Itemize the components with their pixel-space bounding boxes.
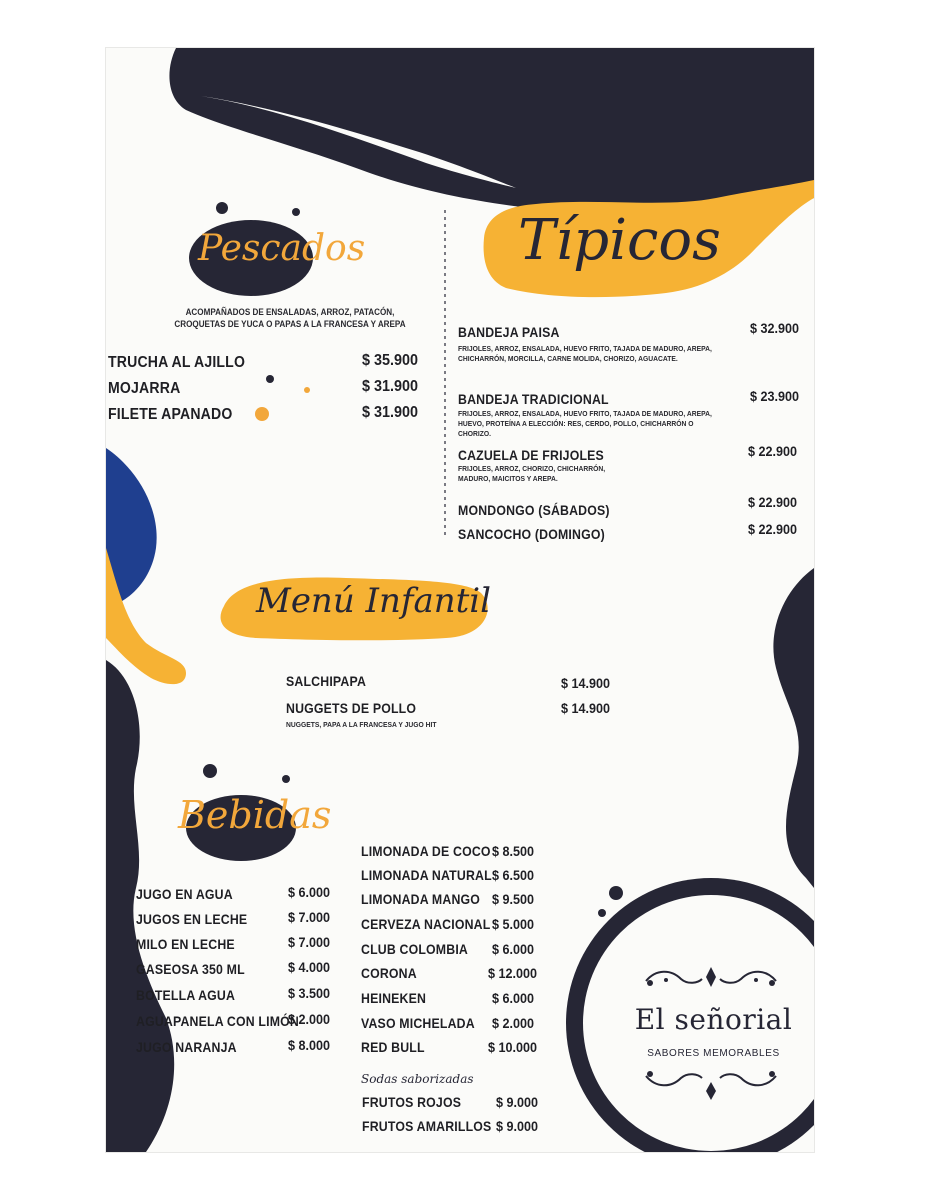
pescados-subtitle-line2: CROQUETAS DE YUCA O PAPAS A LA FRANCESA Y AREPA	[174, 319, 406, 329]
bebidas-item-price: $ 9.000	[496, 1094, 539, 1110]
bebidas-item-name: GASEOSA 350 ML	[136, 961, 245, 977]
bebidas-item-price: $ 4.000	[288, 959, 331, 975]
infantil-item-desc: NUGGETS, PAPA A LA FRANCESA Y JUGO HIT	[286, 720, 437, 729]
bebidas-item-name: BOTELLA AGUA	[136, 987, 236, 1003]
ornament-bottom-icon	[636, 1066, 786, 1102]
infantil-item-name: SALCHIPAPA	[286, 673, 367, 689]
bebidas-title: Bebidas	[178, 793, 332, 837]
tipicos-item-price: $ 32.900	[750, 320, 800, 336]
bebidas-item-price: $ 10.000	[488, 1039, 538, 1055]
bebidas-item-name: FRUTOS AMARILLOS	[362, 1118, 492, 1134]
pescados-item-name: FILETE APANADO	[108, 406, 233, 423]
bebidas-item-price: $ 3.500	[288, 985, 331, 1001]
tipicos-item-price: $ 22.900	[748, 521, 798, 537]
bebidas-item-price: $ 8.500	[492, 843, 535, 859]
tipicos-item-name: BANDEJA TRADICIONAL	[458, 391, 609, 407]
pescados-item-price: $ 31.900	[362, 404, 419, 421]
tipicos-item-desc: FRIJOLES, ARROZ, ENSALADA, HUEVO FRITO, TAJADA DE MADURO, AREPA, CHICHARRÓN, MORCILLA, CARNE MOLIDA, CHORIZO, AGUACATE.	[458, 344, 712, 363]
bebidas-item-price: $ 9.000	[496, 1118, 539, 1134]
tipicos-item-name: BANDEJA PAISA	[458, 324, 560, 340]
pescados-item-name: TRUCHA AL AJILLO	[108, 354, 246, 371]
bebidas-item-price: $ 2.000	[288, 1011, 331, 1027]
bebidas-item-name: LIMONADA NATURAL	[361, 867, 492, 883]
pescados-item-price: $ 31.900	[362, 378, 419, 395]
infantil-item-price: $ 14.900	[561, 675, 611, 691]
tipicos-item-price: $ 22.900	[748, 443, 798, 459]
bebidas-item-price: $ 12.000	[488, 965, 538, 981]
bebidas-item-name: LIMONADA MANGO	[361, 891, 481, 907]
tipicos-item-name: CAZUELA DE FRIJOLES	[458, 447, 604, 463]
brand-name: El señorial	[634, 1003, 793, 1036]
ornament-top-icon	[636, 963, 786, 993]
menu-page	[106, 48, 814, 1152]
bebidas-item-name: FRUTOS ROJOS	[362, 1094, 462, 1110]
bebidas-item-price: $ 9.500	[492, 891, 535, 907]
bebidas-item-price: $ 6.000	[288, 884, 331, 900]
pescados-subtitle	[146, 306, 434, 330]
bebidas-item-price: $ 8.000	[288, 1037, 331, 1053]
tipicos-title: Típicos	[518, 208, 721, 273]
top-wave-shape	[169, 48, 814, 216]
pescados-item-price: $ 35.900	[362, 352, 419, 369]
bebidas-item-name: HEINEKEN	[361, 990, 427, 1006]
bebidas-item-name: JUGOS EN LECHE	[136, 911, 248, 927]
tipicos-item-desc: FRIJOLES, ARROZ, CHORIZO, CHICHARRÓN, MADURO, MAICITOS Y AREPA.	[458, 464, 606, 483]
bebidas-item-price: $ 6.000	[492, 990, 535, 1006]
bebidas-item-price: $ 6.500	[492, 867, 535, 883]
infantil-item-price: $ 14.900	[561, 700, 611, 716]
bebidas-item-price: $ 7.000	[288, 909, 331, 925]
right-navy-shape	[773, 568, 814, 888]
pescados-item-name: MOJARRA	[108, 380, 181, 397]
bebidas-item-name: CLUB COLOMBIA	[361, 941, 469, 957]
bebidas-item-name: CERVEZA NACIONAL	[361, 916, 491, 932]
left-navy-shape	[106, 660, 174, 1152]
pescados-title: Pescados	[198, 228, 366, 269]
tipicos-item-name: SANCOCHO (DOMINGO)	[458, 526, 605, 542]
tipicos-item-price: $ 22.900	[748, 494, 798, 510]
bebidas-item-name: LIMONADA DE COCO	[361, 843, 491, 859]
infantil-item-name: NUGGETS DE POLLO	[286, 700, 417, 716]
bebidas-item-name: MILO EN LECHE	[136, 936, 235, 952]
bebidas-item-name: CORONA	[361, 965, 417, 981]
bebidas-item-price: $ 6.000	[492, 941, 535, 957]
bebidas-item-name: JUGO EN AGUA	[136, 886, 233, 902]
tipicos-item-name: MONDONGO (SÁBADOS)	[458, 502, 610, 518]
bebidas-item-price: $ 7.000	[288, 934, 331, 950]
sodas-title: Sodas saborizadas	[361, 1072, 474, 1086]
pescados-subtitle-line1: ACOMPAÑADOS DE ENSALADAS, ARROZ, PATACÓN,	[185, 307, 395, 317]
infantil-title: Menú Infantil	[256, 581, 492, 621]
brand-tagline: SABORES MEMORABLES	[647, 1048, 780, 1059]
bebidas-item-name: AGUAPANELA CON LIMÓN	[136, 1013, 299, 1029]
bebidas-item-name: JUGO NARANJA	[136, 1039, 237, 1055]
tipicos-item-price: $ 23.900	[750, 388, 800, 404]
bebidas-item-price: $ 2.000	[492, 1015, 535, 1031]
bebidas-item-name: RED BULL	[361, 1039, 425, 1055]
bebidas-item-price: $ 5.000	[492, 916, 535, 932]
tipicos-item-desc: FRIJOLES, ARROZ, ENSALADA, HUEVO FRITO, TAJADA DE MADURO, AREPA, HUEVO, PROTEÍNA A ELECCIÓN: RES, CERDO, POLLO, CHICHARRÓN O CHORIZO.	[458, 409, 712, 438]
bebidas-item-name: VASO MICHELADA	[361, 1015, 475, 1031]
